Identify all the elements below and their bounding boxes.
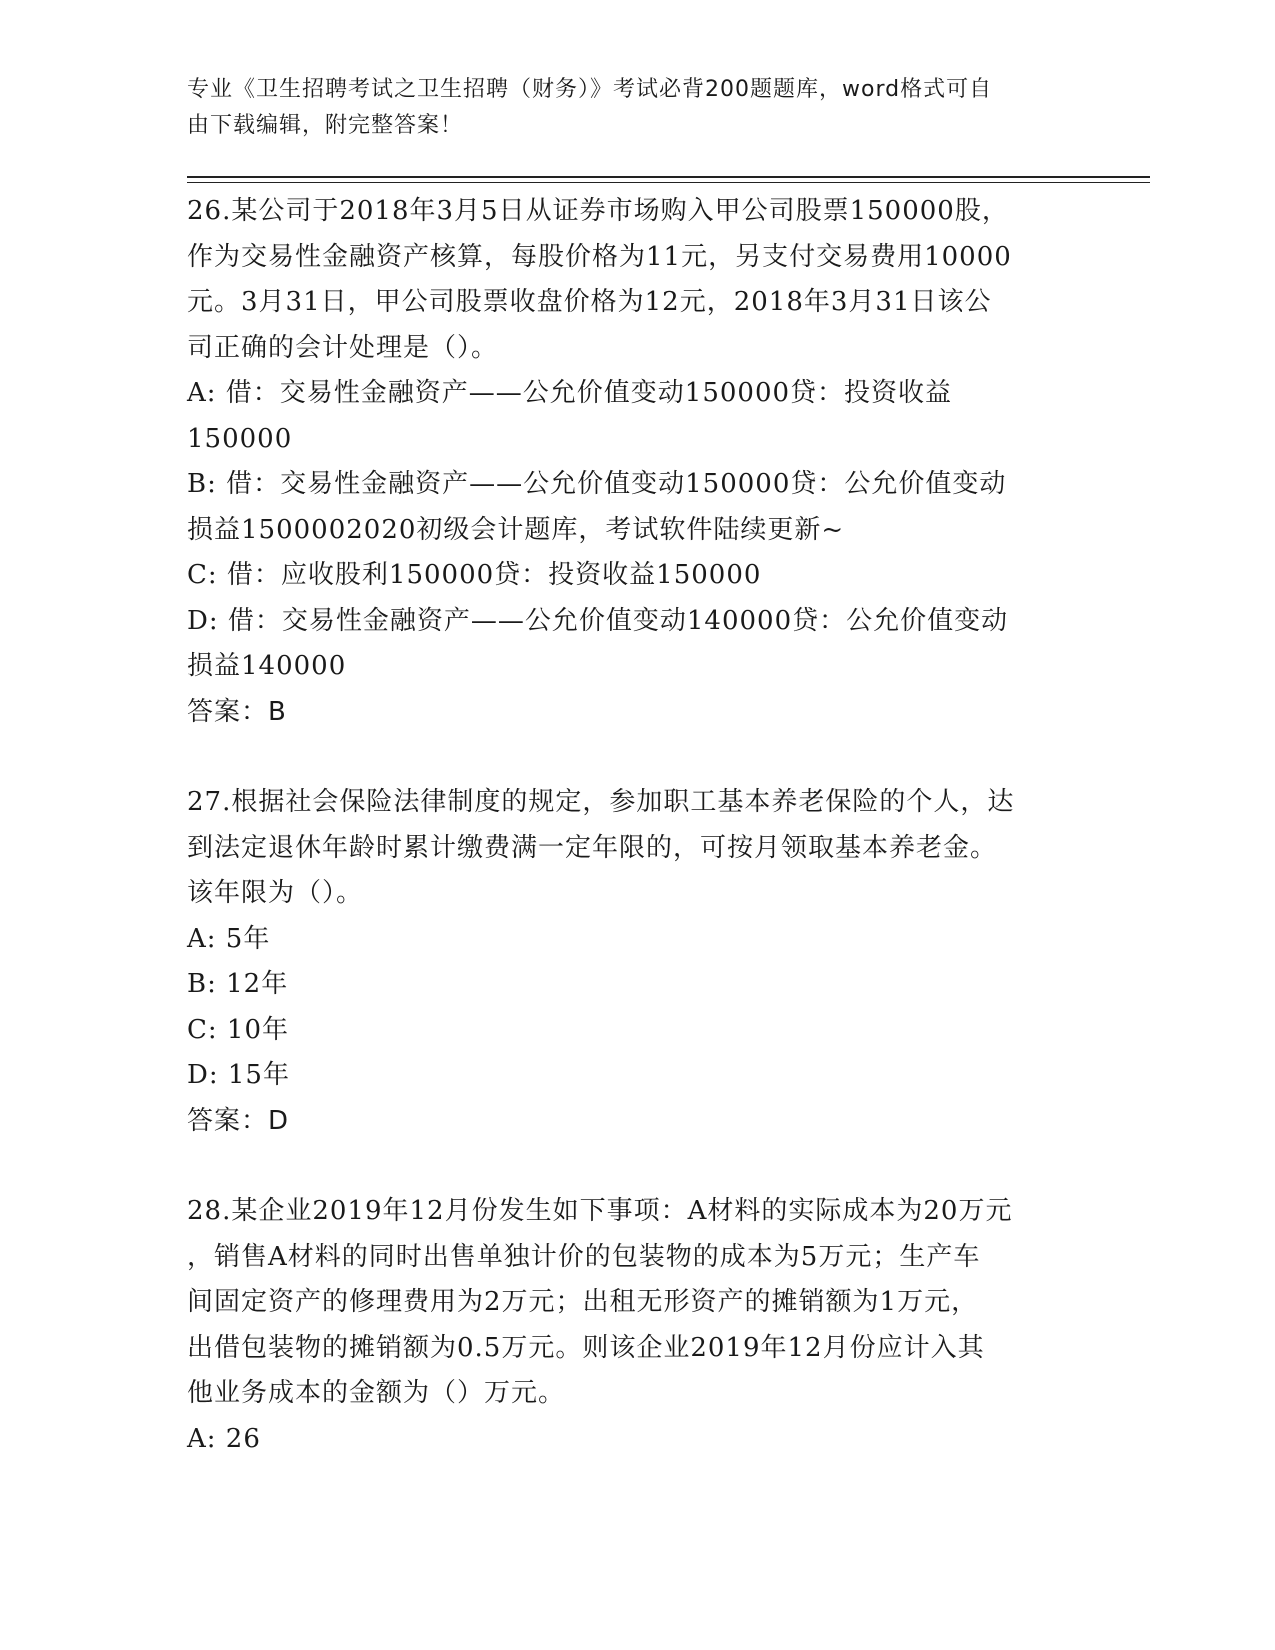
option-line: D: 15年 bbox=[187, 1060, 290, 1090]
option-line: A: 26 bbox=[187, 1423, 261, 1454]
question-stem-line: 26.某公司于2018年3月5日从证券市场购入甲公司股票150000股， bbox=[187, 196, 1009, 226]
option-line: B: 借：交易性金融资产——公允价值变动150000贷：公允价值变动 bbox=[187, 469, 1007, 499]
question-26 bbox=[187, 189, 1087, 735]
answer-label: 答案：B bbox=[187, 696, 287, 727]
option-line: 损益140000 bbox=[187, 651, 347, 681]
question-28 bbox=[187, 1189, 1087, 1462]
header-rule-thick bbox=[187, 176, 1150, 178]
question-stem-line: 28.某企业2019年12月份发生如下事项：A材料的实际成本为20万元 bbox=[187, 1196, 1013, 1226]
option-line: C: 10年 bbox=[187, 1014, 290, 1045]
option-line: 150000 bbox=[187, 423, 293, 454]
question-stem-line: 司正确的会计处理是（）。 bbox=[187, 332, 499, 363]
option-line: A: 5年 bbox=[187, 923, 271, 954]
question-stem-line: 27.根据社会保险法律制度的规定，参加职工基本养老保险的个人，达 bbox=[187, 787, 1015, 817]
option-line: B: 12年 bbox=[187, 969, 289, 999]
question-stem-line: 出借包装物的摊销额为0.5万元。则该企业2019年12月份应计入其 bbox=[187, 1332, 985, 1363]
header-line-1: 专业《卫生招聘考试之卫生招聘（财务）》考试必背200题题库，word格式可自 bbox=[187, 77, 993, 102]
option-line: 损益1500002020初级会计题库，考试软件陆续更新~ bbox=[187, 514, 845, 545]
question-stem-line: 他业务成本的金额为（）万元。 bbox=[187, 1378, 566, 1408]
answer-label: 答案：D bbox=[187, 1105, 290, 1136]
header-rule-thin bbox=[187, 182, 1150, 183]
option-line: D: 借：交易性金融资产——公允价值变动140000贷：公允价值变动 bbox=[187, 605, 1009, 636]
document-header bbox=[187, 72, 1067, 144]
header-line-2: 由下载编辑，附完整答案！ bbox=[187, 113, 464, 138]
question-stem-line: 元。3月31日，甲公司股票收盘价格为12元，2018年3月31日该公 bbox=[187, 287, 992, 317]
option-line: C: 借：应收股利150000贷：投资收益150000 bbox=[187, 560, 762, 590]
question-stem-line: 该年限为（）。 bbox=[187, 878, 364, 908]
question-list bbox=[187, 189, 1087, 1507]
question-stem-line: 作为交易性金融资产核算，每股价格为11元，另支付交易费用10000 bbox=[187, 241, 1012, 272]
question-stem-line: ，销售A材料的同时出售单独计价的包装物的成本为5万元；生产车 bbox=[187, 1241, 981, 1272]
question-stem-line: 间固定资产的修理费用为2万元；出租无形资产的摊销额为1万元， bbox=[187, 1287, 979, 1317]
question-27 bbox=[187, 780, 1087, 1144]
option-line: A: 借：交易性金融资产——公允价值变动150000贷：投资收益 bbox=[187, 378, 953, 408]
question-stem-line: 到法定退休年龄时累计缴费满一定年限的，可按月领取基本养老金。 bbox=[187, 832, 998, 863]
